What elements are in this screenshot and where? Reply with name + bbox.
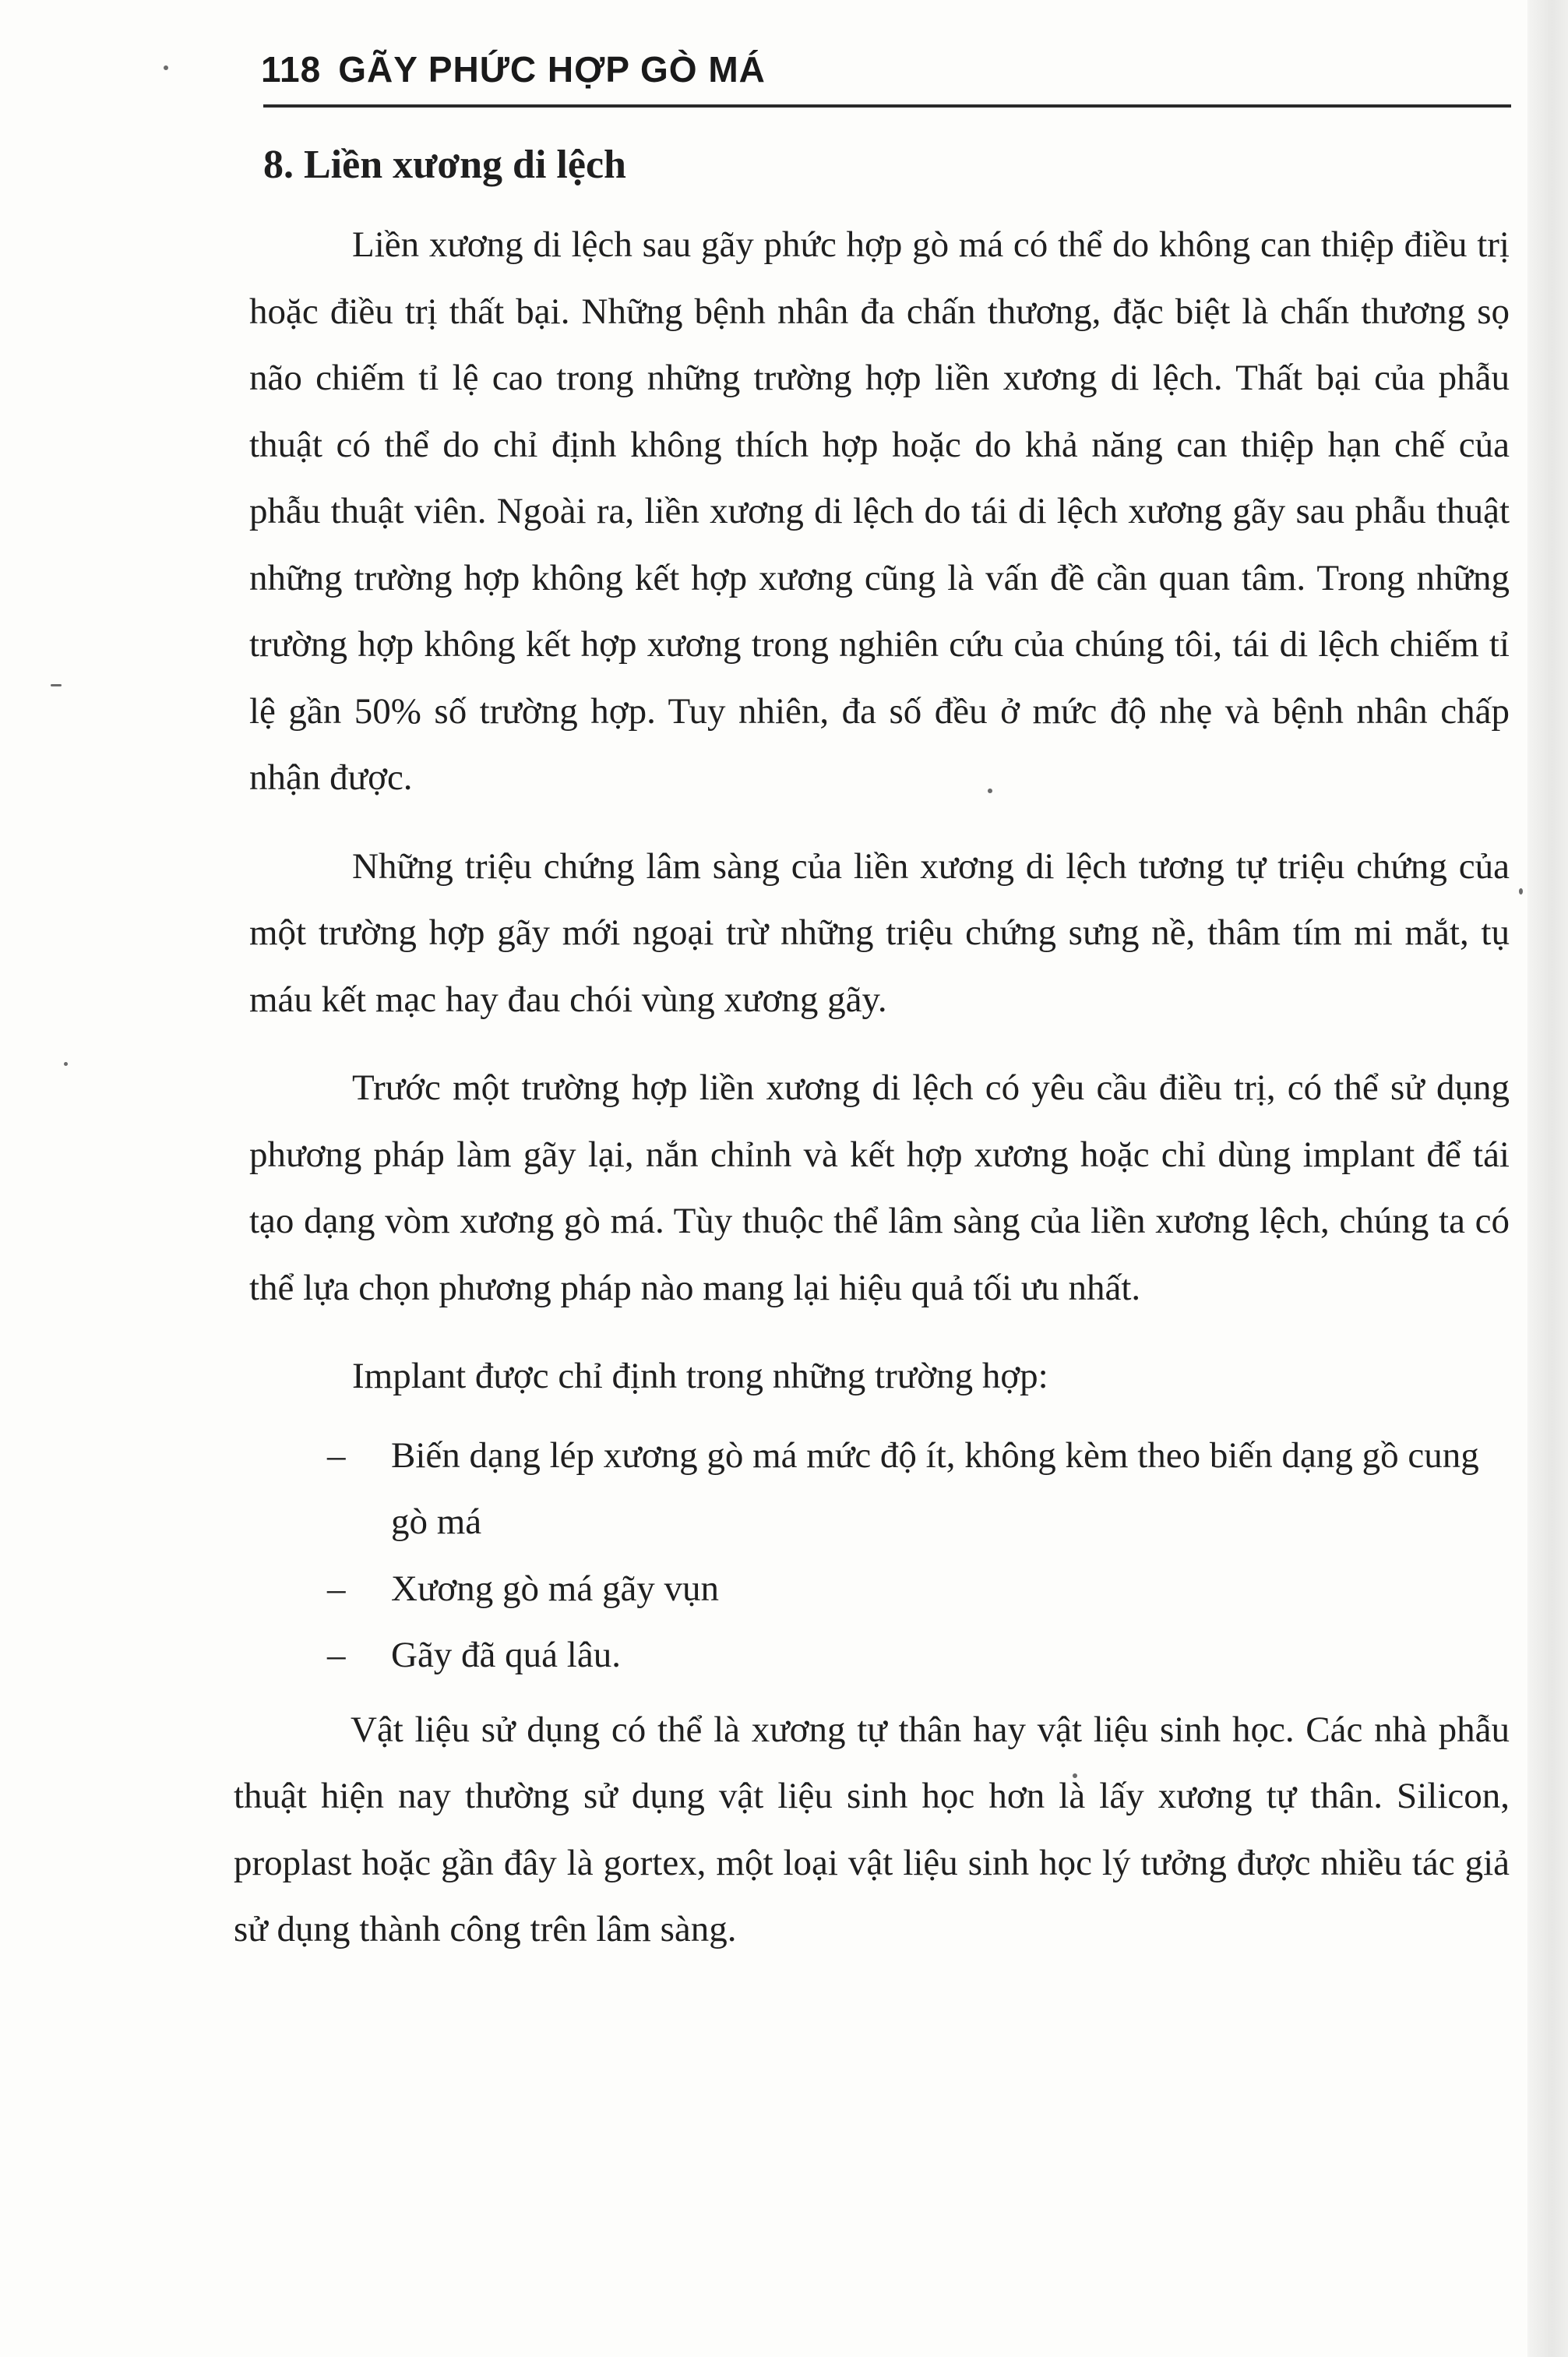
paragraph: Những triệu chứng lâm sàng của liền xương di lệch tương tự triệu chứng của một trường hợp gãy mới ngoại trừ những triệu chứng sưng nề, thâm tím mi mắt, tụ máu kết mạc hay đau chói vùng xương gãy.: [249, 845, 1510, 1020]
bullet-dash: –: [327, 1434, 346, 1476]
list-item: [327, 1556, 1510, 1623]
list-item-text: Gãy đã quá lâu.: [391, 1635, 621, 1675]
body-text: [234, 212, 1510, 1964]
scan-speck: [64, 1062, 68, 1066]
bullet-dash: –: [327, 1635, 346, 1675]
page-edge-shadow: [1527, 0, 1568, 2357]
header-rule: [263, 104, 1511, 108]
section-title: 8. Liền xương di lệch: [263, 143, 626, 187]
closing-paragraph: Vật liệu sử dụng có thể là xương tự thân hay vật liệu sinh học. Các nhà phẫu thuật hiện nay thường sử dụng vật liệu sinh học hơn là lấy xương tự thân. Silicon, proplast hoặc gần đây là gortex, một loại vật liệu sinh học lý tưởng được nhiều tác giả sử dụng thành công trên lâm sàng.: [234, 1709, 1510, 1949]
paragraph: Liền xương di lệch sau gãy phức hợp gò má có thể do không can thiệp điều trị hoặc điều trị thất bại. Những bệnh nhân đa chấn thương, đặc biệt là chấn thương sọ não chiếm tỉ lệ cao trong những trường hợp liền xương di lệch. Thất bại của phẫu thuật có thể do chỉ định không thích hợp hoặc do khả năng can thiệp hạn chế của phẫu thuật viên. Ngoài ra, liền xương di lệch do tái di lệch xương gãy sau phẫu thuật những trường hợp không kết hợp xương cũng là vấn đề cần quan tâm. Trong những trường hợp không kết hợp xương trong nghiên cứu của chúng tôi, tái di lệch chiếm tỉ lệ gần 50% số trường hợp. Tuy nhiên, đa số đều ở mức độ nhẹ và bệnh nhân chấp nhận được.: [249, 224, 1510, 798]
running-title: GÃY PHỨC HỢP GÒ MÁ: [338, 49, 766, 90]
list-item: [327, 1423, 1510, 1556]
scan-speck: [164, 65, 168, 70]
page-number: 118: [261, 49, 322, 90]
bullet-dash: –: [327, 1568, 346, 1609]
implant-intro: Implant được chỉ định trong những trường hợp:: [352, 1356, 1048, 1396]
indication-list: [249, 1423, 1510, 1689]
scan-speck: [1519, 888, 1523, 894]
list-item: [327, 1622, 1510, 1689]
scan-speck: [51, 684, 62, 686]
list-item-text: Biến dạng lép xương gò má mức độ ít, không kèm theo biến dạng gồ cung gò má: [391, 1434, 1479, 1542]
paragraph: Trước một trường hợp liền xương di lệch có yêu cầu điều trị, có thể sử dụng phương pháp làm gãy lại, nắn chỉnh và kết hợp xương hoặc chỉ dùng implant để tái tạo dạng vòm xương gò má. Tùy thuộc thể lâm sàng của liền xương lệch, chúng ta có thể lựa chọn phương pháp nào mang lại hiệu quả tối ưu nhất.: [249, 1067, 1510, 1308]
running-header: [261, 48, 766, 90]
list-item-text: Xương gò má gãy vụn: [391, 1568, 720, 1609]
